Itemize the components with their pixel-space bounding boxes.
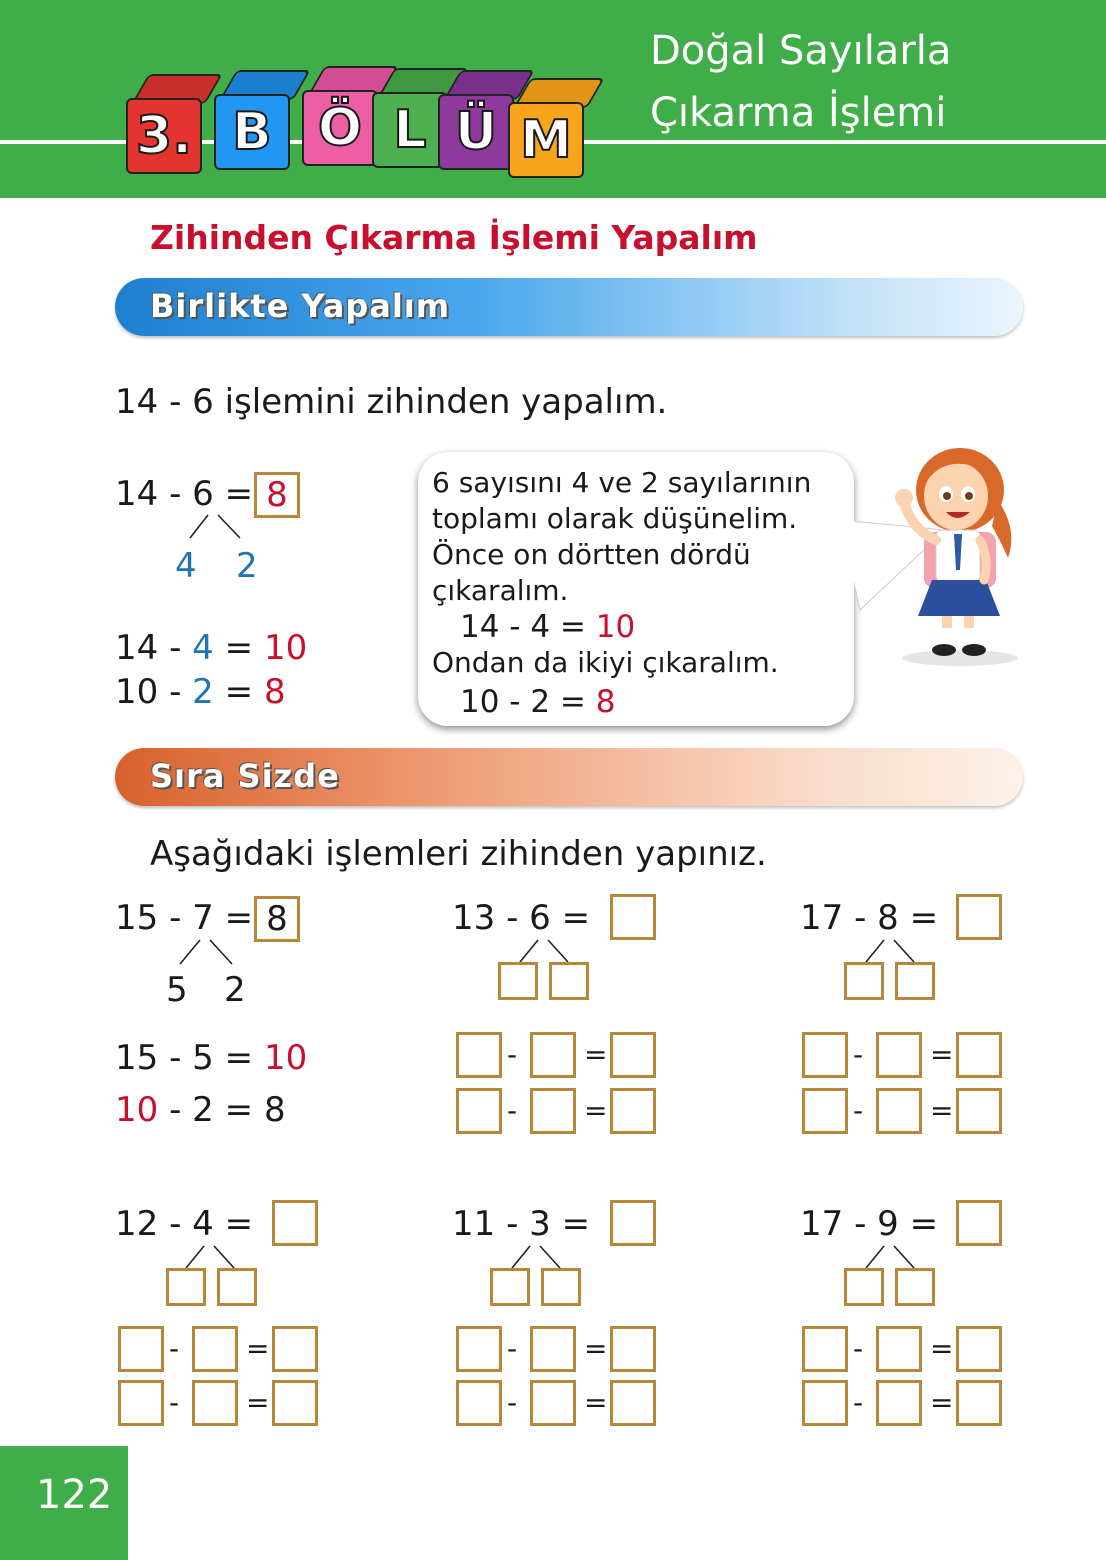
- equals-sign: =: [584, 1386, 608, 1419]
- step-term: 4: [192, 628, 214, 668]
- step-box[interactable]: [530, 1326, 576, 1372]
- step-op: -: [169, 672, 182, 712]
- together-answer-box: 8: [254, 472, 300, 518]
- chapter-digit-cube: 3.: [126, 98, 202, 174]
- minus-sign: -: [169, 1332, 180, 1365]
- step-box[interactable]: [802, 1032, 848, 1078]
- answer-box[interactable]: [610, 894, 656, 940]
- step-box[interactable]: [802, 1380, 848, 1426]
- bubble-line2: toplamı olarak düşünelim.: [432, 502, 798, 535]
- minus-sign: -: [507, 1094, 518, 1127]
- step-box[interactable]: [118, 1326, 164, 1372]
- topic-title-line2: Çıkarma İşlemi: [650, 90, 947, 136]
- topic-title-line1: Doğal Sayılarla: [650, 28, 952, 74]
- step-box[interactable]: [272, 1326, 318, 1372]
- problem-expression: 17 - 8 =: [800, 898, 939, 938]
- equals-sign: =: [584, 1038, 608, 1071]
- example-step2: [115, 1090, 286, 1130]
- minus-sign: -: [169, 1386, 180, 1419]
- split-box[interactable]: [844, 1268, 884, 1306]
- step-term: 5: [192, 1038, 214, 1078]
- bubble-eq1-result: 10: [595, 609, 636, 645]
- step-term: 15: [115, 1038, 159, 1078]
- step-box[interactable]: [530, 1088, 576, 1134]
- together-intro: 14 - 6 işlemini zihinden yapalım.: [115, 382, 668, 422]
- equals-sign: =: [930, 1094, 954, 1127]
- step-box[interactable]: [802, 1326, 848, 1372]
- step-eq: =: [224, 1038, 254, 1078]
- minus-sign: -: [507, 1332, 518, 1365]
- step-eq: =: [224, 628, 254, 668]
- problem-expression: 12 - 4 =: [115, 1204, 254, 1244]
- step-box[interactable]: [456, 1326, 502, 1372]
- step-box[interactable]: [876, 1032, 922, 1078]
- step-box[interactable]: [956, 1380, 1002, 1426]
- step-box[interactable]: [530, 1032, 576, 1078]
- minus-sign: -: [853, 1386, 864, 1419]
- step-box[interactable]: [876, 1088, 922, 1134]
- bubble-line1: 6 sayısını 4 ve 2 sayılarının: [432, 466, 812, 499]
- step-box[interactable]: [192, 1380, 238, 1426]
- split-box[interactable]: [166, 1268, 206, 1306]
- equals-sign: =: [930, 1332, 954, 1365]
- minus-sign: -: [853, 1332, 864, 1365]
- step-box[interactable]: [876, 1326, 922, 1372]
- step-box[interactable]: [192, 1326, 238, 1372]
- minus-sign: -: [853, 1094, 864, 1127]
- step-term: 2: [192, 672, 214, 712]
- equals-sign: =: [584, 1094, 608, 1127]
- equals-sign: =: [246, 1332, 270, 1365]
- answer-box[interactable]: [956, 894, 1002, 940]
- split-box[interactable]: [844, 962, 884, 1000]
- chapter-letter-cube: L: [372, 92, 448, 168]
- example-split-left: 5: [166, 970, 188, 1010]
- together-split-right: 2: [236, 546, 258, 586]
- step-box[interactable]: [610, 1032, 656, 1078]
- split-box[interactable]: [217, 1268, 257, 1306]
- step-box[interactable]: [802, 1088, 848, 1134]
- step-term: 2: [192, 1090, 214, 1130]
- equals-sign: =: [930, 1386, 954, 1419]
- your-turn-instruction: Aşağıdaki işlemleri zihinden yapınız.: [150, 834, 767, 874]
- split-box[interactable]: [895, 1268, 935, 1306]
- equals-sign: =: [930, 1038, 954, 1071]
- step-box[interactable]: [876, 1380, 922, 1426]
- chapter-letter-cube: Ö: [302, 90, 378, 166]
- step-box[interactable]: [610, 1380, 656, 1426]
- together-step1: [115, 628, 307, 668]
- problem-expression: 13 - 6 =: [452, 898, 591, 938]
- bubble-line4: çıkaralım.: [432, 574, 569, 607]
- together-expression: 14 - 6 =: [115, 474, 254, 514]
- minus-sign: -: [507, 1386, 518, 1419]
- bubble-eq2: [460, 684, 616, 720]
- chapter-letter-cube: Ü: [438, 94, 514, 170]
- step-box[interactable]: [956, 1326, 1002, 1372]
- step-box[interactable]: [610, 1088, 656, 1134]
- section-title: Zihinden Çıkarma İşlemi Yapalım: [150, 218, 758, 257]
- bubble-eq2-left: 10 - 2 =: [460, 684, 586, 720]
- answer-box[interactable]: [956, 1200, 1002, 1246]
- bubble-eq1: [460, 609, 635, 645]
- step-result: 8: [263, 672, 286, 712]
- step-box[interactable]: [272, 1380, 318, 1426]
- bubble-line5: Ondan da ikiyi çıkaralım.: [432, 646, 779, 679]
- step-op: -: [169, 1038, 182, 1078]
- step-term: 10: [115, 1090, 159, 1130]
- step-op: -: [169, 1090, 182, 1130]
- step-term: 14: [115, 628, 159, 668]
- step-box[interactable]: [118, 1380, 164, 1426]
- step-box[interactable]: [610, 1326, 656, 1372]
- step-result: 10: [263, 628, 308, 668]
- bubble-eq2-result: 8: [595, 684, 616, 720]
- page-number: 122: [36, 1472, 113, 1518]
- example-split-right: 2: [224, 970, 246, 1010]
- step-box[interactable]: [956, 1032, 1002, 1078]
- split-box[interactable]: [895, 962, 935, 1000]
- bubble-line3: Önce on dörtten dördü: [432, 538, 751, 571]
- answer-box[interactable]: [272, 1200, 318, 1246]
- step-box[interactable]: [956, 1088, 1002, 1134]
- example-expression: 15 - 7 =: [115, 898, 254, 938]
- step-op: -: [169, 628, 182, 668]
- step-result: 10: [263, 1038, 308, 1078]
- step-box[interactable]: [456, 1032, 502, 1078]
- step-eq: =: [224, 672, 254, 712]
- bubble-eq1-left: 14 - 4 =: [460, 609, 586, 645]
- minus-sign: -: [853, 1038, 864, 1071]
- your-turn-band-label: Sıra Sizde: [150, 757, 340, 795]
- equals-sign: =: [246, 1386, 270, 1419]
- split-box[interactable]: [498, 962, 538, 1000]
- problem-expression: 11 - 3 =: [452, 1204, 591, 1244]
- together-band-label: Birlikte Yapalım: [150, 287, 451, 325]
- example-answer-box: 8: [254, 896, 300, 942]
- split-box[interactable]: [541, 1268, 581, 1306]
- step-term: 10: [115, 672, 159, 712]
- together-split-left: 4: [175, 546, 197, 586]
- girl-illustration: [890, 440, 1020, 670]
- step-box[interactable]: [456, 1088, 502, 1134]
- step-eq: =: [224, 1090, 254, 1130]
- split-box[interactable]: [490, 1268, 530, 1306]
- chapter-letter-cube: M: [508, 102, 584, 178]
- problem-expression: 17 - 9 =: [800, 1204, 939, 1244]
- answer-box[interactable]: [610, 1200, 656, 1246]
- minus-sign: -: [507, 1038, 518, 1071]
- together-step2: [115, 672, 286, 712]
- chapter-letter-cube: B: [214, 94, 290, 170]
- step-box[interactable]: [530, 1380, 576, 1426]
- equals-sign: =: [584, 1332, 608, 1365]
- step-box[interactable]: [456, 1380, 502, 1426]
- example-step1: [115, 1038, 307, 1078]
- split-box[interactable]: [549, 962, 589, 1000]
- step-result: 8: [263, 1090, 286, 1130]
